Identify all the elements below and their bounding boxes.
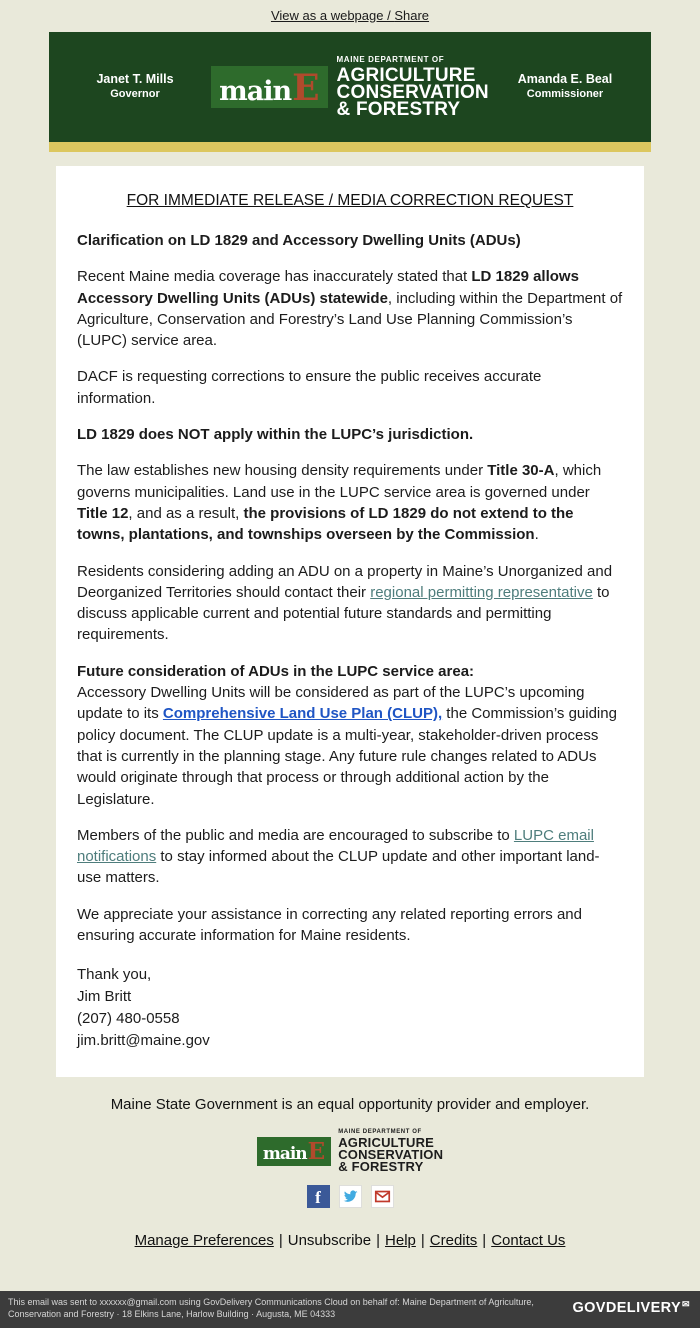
facebook-icon[interactable] bbox=[307, 1185, 330, 1208]
govdelivery-wordmark: GOVDELIVERY bbox=[572, 1300, 682, 1317]
maine-wordmark bbox=[211, 66, 327, 109]
paragraph-3: LD 1829 does NOT apply within the LUPC’s jurisdiction. bbox=[77, 426, 474, 444]
text-run: , including within the Department of Agriculture, Conservation and Forestry’s Land Use Planning Commission’s (LUPC) service area. bbox=[77, 289, 623, 350]
share-link[interactable]: Share bbox=[394, 8, 430, 23]
paragraph-4 bbox=[77, 460, 623, 545]
signature-phone: (207) 480-0558 bbox=[77, 1009, 180, 1027]
footer-link-separator: | bbox=[376, 1232, 381, 1250]
twitter-bird-glyph bbox=[342, 1188, 359, 1205]
govdelivery-envelope-icon: ✉ bbox=[682, 1299, 690, 1310]
footer-link-unsubscribe[interactable]: Unsubscribe bbox=[287, 1232, 372, 1250]
dept-line-conservation: CONSERVATION bbox=[336, 82, 489, 103]
dept-line-agriculture: AGRICULTURE bbox=[336, 65, 476, 86]
text-run: to stay informed about the CLUP update and other important land-use matters. bbox=[77, 848, 600, 887]
dacf-logo bbox=[211, 56, 489, 118]
envelope-glyph bbox=[374, 1188, 391, 1205]
lupc-email-notifications-link[interactable]: LUPC email notifications bbox=[77, 826, 594, 866]
top-links bbox=[271, 8, 429, 23]
commissioner-title: Commissioner bbox=[526, 87, 604, 100]
paragraph-8: We appreciate your assistance in correcting any related reporting errors and ensuring accurate information for Maine residents. bbox=[77, 905, 582, 945]
govdelivery-logo[interactable] bbox=[572, 1300, 690, 1316]
bold-run: Future consideration of ADUs in the LUPC service area: bbox=[77, 662, 475, 680]
text-run: Residents considering adding an ADU on a property in Maine’s Unorganized and Deorganized Territories should contact their bbox=[77, 562, 613, 601]
social-row bbox=[0, 1185, 700, 1208]
footer-dept-line-agriculture: AGRICULTURE bbox=[338, 1135, 435, 1151]
text-run: , and as a result, bbox=[128, 504, 244, 522]
bold-run: LD 1829 allows Accessory Dwelling Units (ADUs) statewide bbox=[77, 268, 579, 307]
footer-link-separator: | bbox=[482, 1232, 487, 1250]
regional-permitting-representative-link[interactable]: regional permitting representative bbox=[370, 583, 593, 601]
govdelivery-bar bbox=[0, 1291, 700, 1327]
paragraph-6 bbox=[77, 661, 623, 810]
footer-dept-small-line: MAINE DEPARTMENT OF bbox=[338, 1129, 422, 1136]
signature-name: Jim Britt bbox=[77, 988, 132, 1006]
footer-maine-logo-e-icon: E bbox=[307, 1138, 326, 1166]
dept-small-line: MAINE DEPARTMENT OF bbox=[336, 55, 445, 64]
text-run: the Commission’s guiding policy document. The CLUP update is a multi-year, stakeholder-driven process that is currently in the planning stage. Any future rule changes related to ADUs would originate through that process or through additional action by the Legislature. bbox=[77, 705, 617, 808]
bold-run: Title 30-A bbox=[487, 462, 555, 480]
release-headline: FOR IMMEDIATE RELEASE / MEDIA CORRECTION REQUEST bbox=[126, 192, 574, 209]
commissioner-name: Amanda E. Beal bbox=[517, 72, 613, 87]
footer-link-separator: | bbox=[420, 1232, 425, 1250]
signature-block bbox=[77, 964, 623, 1051]
paragraph-2: DACF is requesting corrections to ensure the public receives accurate information. bbox=[77, 368, 542, 407]
top-links-separator: / bbox=[383, 8, 395, 23]
twitter-icon[interactable] bbox=[339, 1185, 362, 1208]
subheading: Clarification on LD 1829 and Accessory Dwelling Units (ADUs) bbox=[77, 232, 521, 249]
governor-block bbox=[71, 72, 199, 101]
signature-thanks: Thank you, bbox=[77, 966, 152, 984]
footer-maine-wordmark bbox=[257, 1137, 331, 1166]
top-bar bbox=[0, 0, 700, 32]
footer-dept-line-conservation: CONSERVATION bbox=[338, 1147, 444, 1163]
email-column bbox=[49, 32, 651, 1077]
text-run: The law establishes new housing density requirements under bbox=[77, 462, 488, 480]
commissioner-block bbox=[501, 72, 629, 101]
paragraph-7 bbox=[77, 825, 623, 889]
text-run: Accessory Dwelling Units will be considered as part of the LUPC’s upcoming update to its bbox=[77, 684, 585, 723]
maine-wordmark-text: main bbox=[219, 75, 292, 107]
facebook-letter: f bbox=[315, 1188, 321, 1208]
text-run: Members of the public and media are encouraged to subscribe to bbox=[77, 826, 514, 844]
header-banner bbox=[49, 32, 651, 142]
governor-name: Janet T. Mills bbox=[96, 72, 174, 87]
maine-logo-e-icon: E bbox=[292, 66, 320, 109]
footer-link-help[interactable]: Help bbox=[385, 1232, 416, 1250]
bold-run: the provisions of LD 1829 do not extend to the towns, plantations, and townships overseen by the Commission bbox=[77, 504, 574, 544]
footer-maine-wordmark-text: main bbox=[262, 1144, 307, 1165]
text-run: . bbox=[534, 526, 539, 544]
paragraph-1 bbox=[77, 266, 623, 351]
footer-dept-line-forestry: & FORESTRY bbox=[338, 1159, 424, 1175]
footer-links bbox=[0, 1232, 700, 1249]
paragraph-5 bbox=[77, 561, 623, 646]
email-body bbox=[56, 166, 644, 1077]
text-run: , which governs municipalities. Land use in the LUPC service area is governed under bbox=[77, 462, 602, 501]
email-icon[interactable] bbox=[371, 1185, 394, 1208]
text-run: to discuss applicable current and potential future standards and permitting requirements. bbox=[77, 583, 610, 644]
footer-dept-name-block bbox=[338, 1129, 443, 1173]
governor-title: Governor bbox=[110, 87, 160, 100]
footer-link-credits[interactable]: Credits bbox=[429, 1232, 478, 1250]
dept-line-forestry: & FORESTRY bbox=[336, 99, 461, 120]
footer-link-contact-us[interactable]: Contact Us bbox=[491, 1232, 566, 1250]
sent-to-disclaimer: This email was sent to xxxxxx@gmail.com using GovDelivery Communications Cloud on behalf of: Maine Department of Agriculture, Conservation and Forestry · 18 Elkins Lane, Harlow Building · Augusta, ME 04333 bbox=[8, 1297, 534, 1320]
gold-stripe bbox=[49, 142, 651, 152]
footer-link-separator: | bbox=[278, 1232, 283, 1250]
text-run: Recent Maine media coverage has inaccurately stated that bbox=[77, 268, 472, 286]
dept-name-block bbox=[337, 56, 489, 118]
view-as-webpage-link[interactable]: View as a webpage bbox=[270, 8, 384, 23]
comprehensive-land-use-plan-link[interactable]: Comprehensive Land Use Plan (CLUP), bbox=[162, 705, 443, 723]
bold-run: Title 12 bbox=[77, 504, 129, 522]
footer-dacf-logo bbox=[0, 1129, 700, 1173]
equal-opportunity-note: Maine State Government is an equal opportunity provider and employer. bbox=[110, 1096, 590, 1114]
footer-link-manage-preferences[interactable]: Manage Preferences bbox=[134, 1232, 274, 1250]
signature-email: jim.britt@maine.gov bbox=[77, 1031, 210, 1049]
